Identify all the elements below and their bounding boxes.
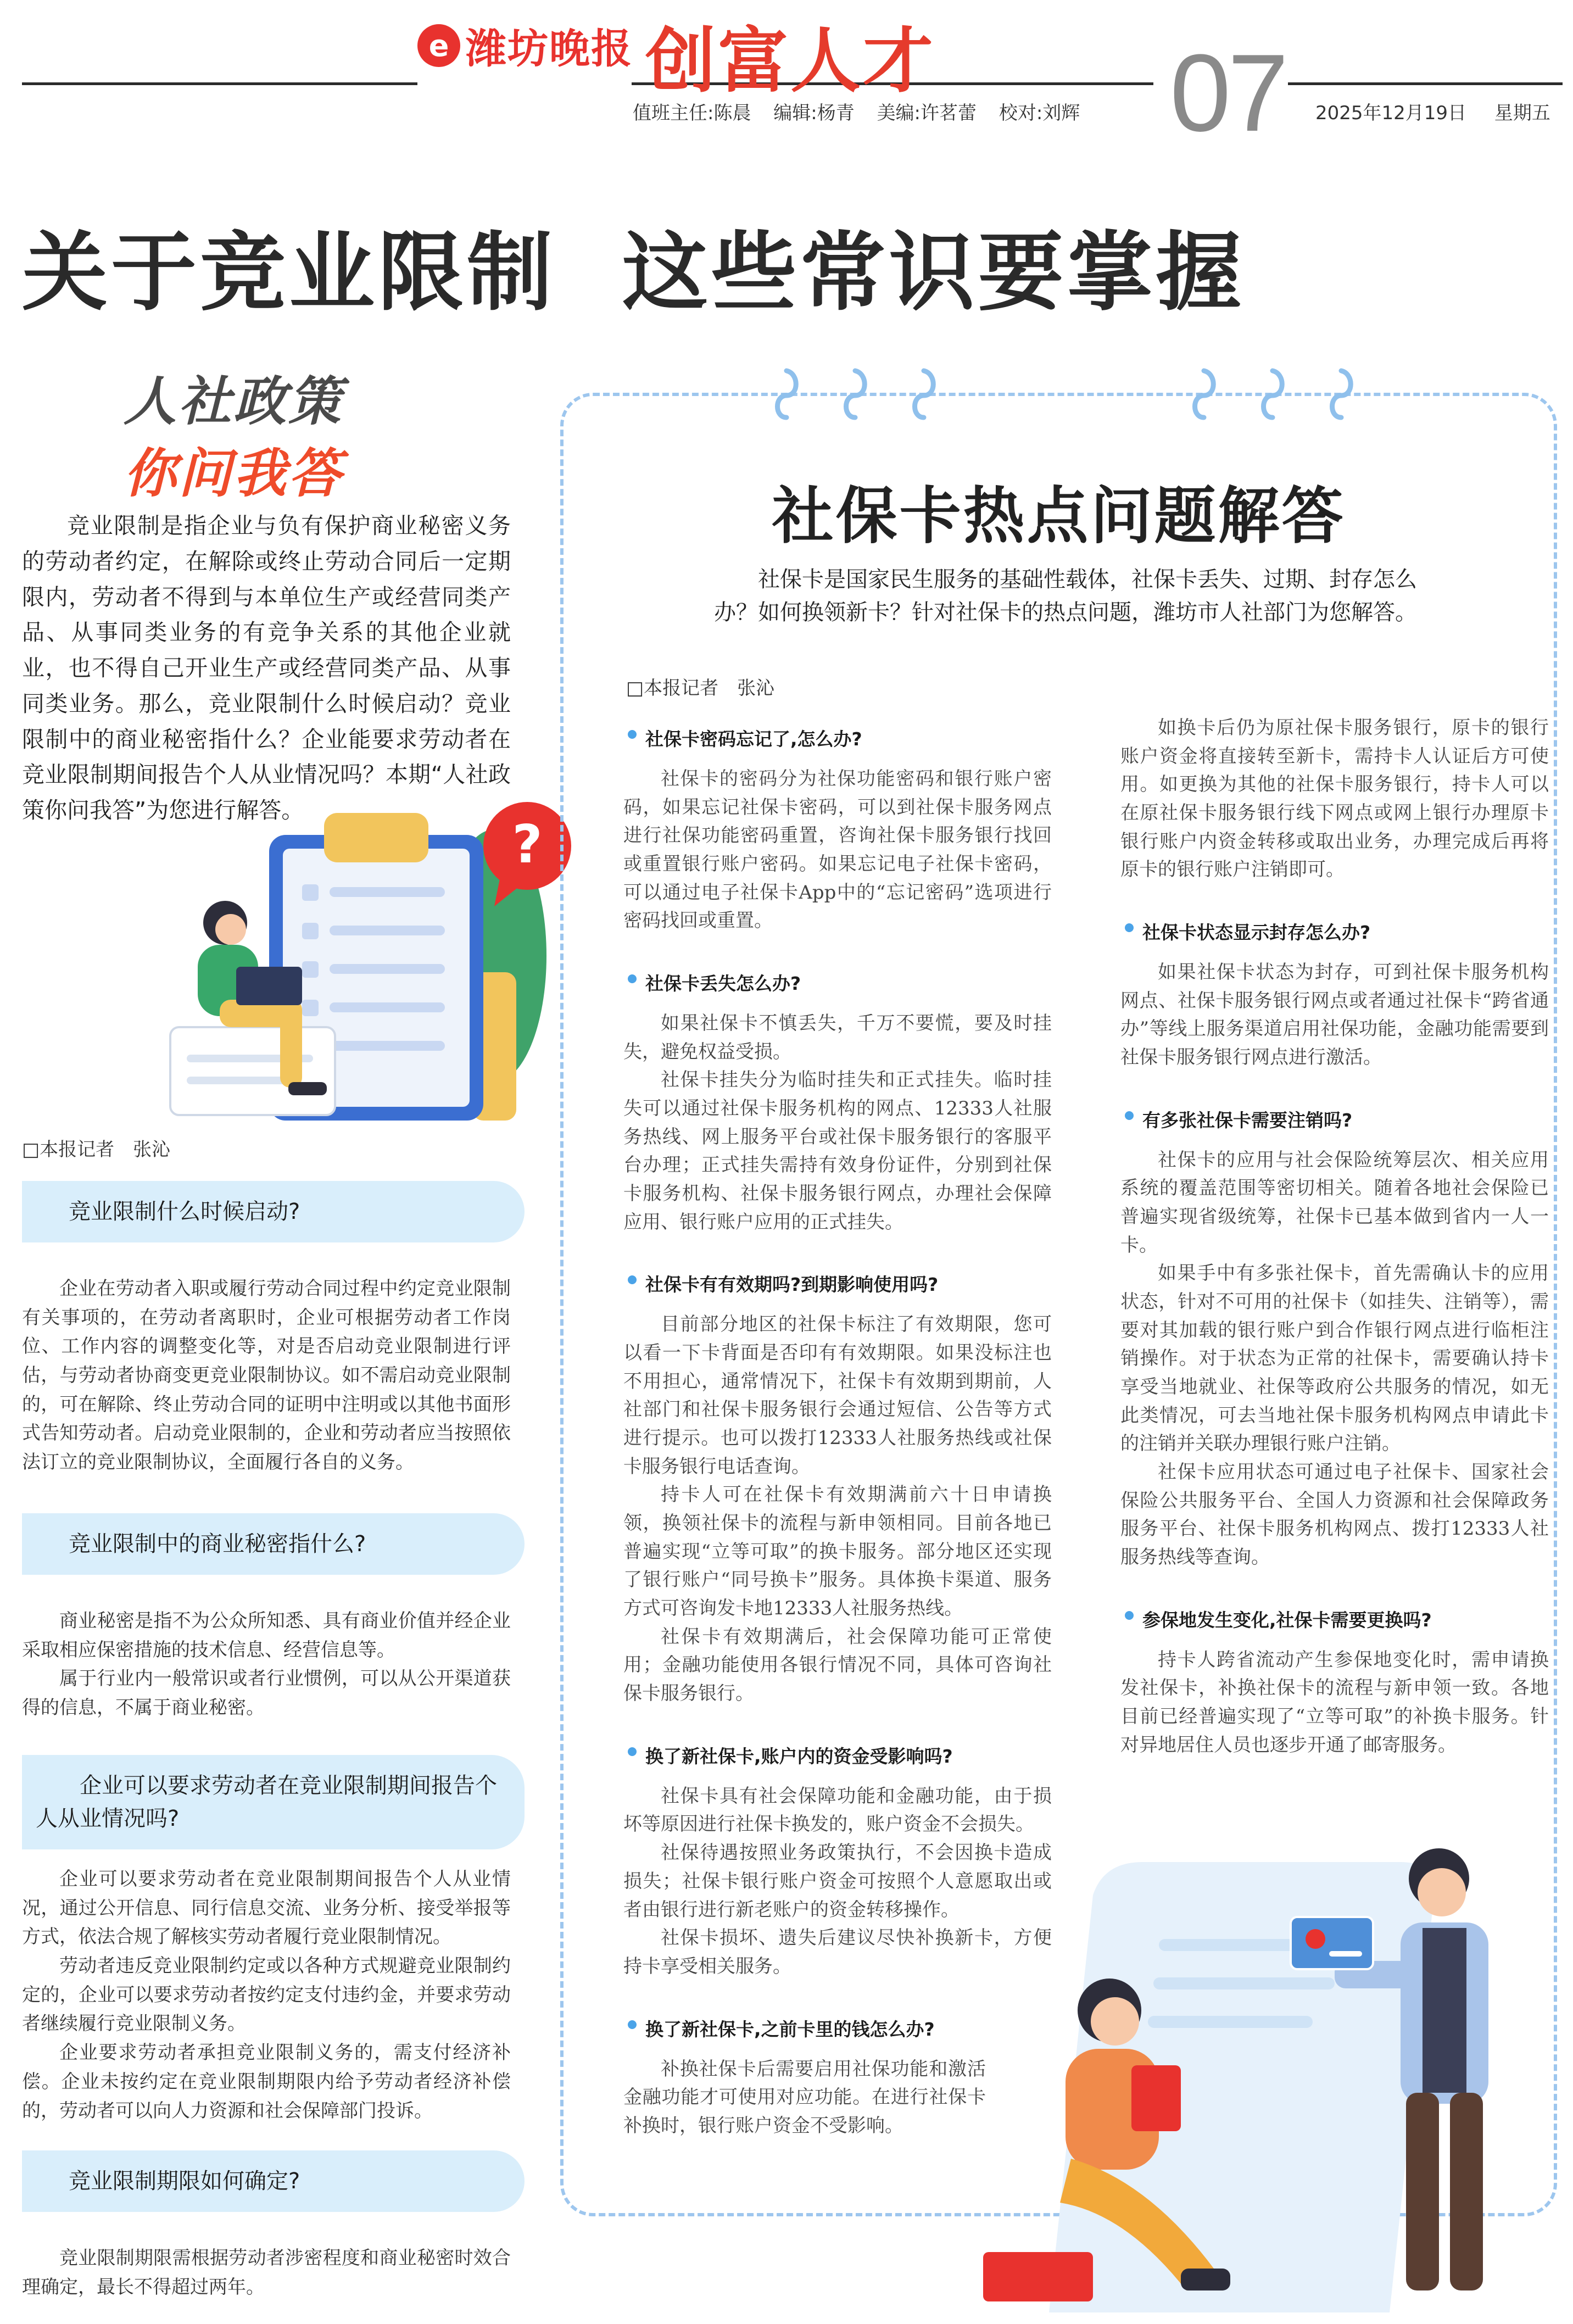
faq-question: 有多张社保卡需要注销吗? [1120,1106,1549,1132]
faq-question: 参保地发生变化,社保卡需要更换吗? [1120,1606,1549,1632]
reporter-byline: □本报记者 张沁 [22,1139,171,1161]
faq-question: 换了新社保卡,账户内的资金受影响吗? [623,1742,1052,1768]
faq-question: 社保卡密码忘记了,怎么办? [623,725,1052,751]
faq-answer: 社保卡损坏、遗失后建议尽快补换新卡，方便持卡享受相关服务。 [623,1927,1052,1977]
answer-paragraph: 企业要求劳动者承担竞业限制义务的，需支付经济补偿。企业未按约定在竞业限制期限内给予劳动者经济补偿的，劳动者可以向人力资源和社会保障部门投诉。 [22,2042,511,2122]
faq-answer: 如果社保卡状态为封存，可到社保卡服务机构网点、社保卡服务银行网点或者通过社保卡“跨省通办”等线上服务渠道启用社保功能，金融功能需要到社保卡服务银行网点进行激活。 [1120,961,1549,1069]
newspaper-logo [417,16,633,75]
binder-ring-icon [1326,363,1357,423]
column-tag-line1: 人社政策 [124,371,343,432]
masthead-rule-right [1288,82,1563,85]
answer-text [22,1607,511,1723]
faq-answer: 社保待遇按照业务政策执行，不会因换卡造成损失；社保卡银行账户资金可按照个人意愿取出或者由银行进行新老账户的资金转移操作。 [623,1842,1052,1921]
clipboard-clip [324,813,428,862]
answer-paragraph: 商业秘密是指不为公众所知悉、具有商业价值并经企业采取相应保密措施的技术信息、经营信息等。 [22,1610,511,1661]
answer-paragraph: 劳动者违反竞业限制约定或以各种方式规避竞业限制约定的，企业可以要求劳动者按约定支付违约金，并要求劳动者继续履行竞业限制义务。 [22,1955,511,2035]
credit-item: 值班主任:陈晨 [633,102,751,124]
clipboard-illustration [165,785,571,1137]
binder-ring-icon [840,363,871,423]
issue-date [1315,98,1572,125]
faq-title: 社保卡热点问题解答 [772,481,1346,552]
article-intro: 竞业限制是指企业与负有保护商业秘密义务的劳动者约定，在解除或终止劳动合同后一定期限内，劳动者不得到与本单位生产或经营同类产品、从事同类业务的有竞争关系的其他企业就业，也不得自己开业生产或经营同类产品、从事同类业务。那么，竞业限制什么时候启动？竞业限制中的商业秘密指什么？企业能要求劳动者在竞业限制期间报告个人从业情况吗？本期“人社政策你问我答”为您进行解答。 [22,512,511,824]
answer-paragraph: 竞业限制期限需根据劳动者涉密程度和商业秘密时效合理确定，最长不得超过两年。 [22,2247,511,2298]
social-security-card-illustration [983,1829,1565,2312]
faq-question: 换了新社保卡,之前卡里的钱怎么办? [623,2015,1052,2041]
column-tag-line2: 你问我答 [124,443,343,504]
newspaper-name: 潍坊晚报 [466,25,633,73]
question-heading: 竞业限制什么时候启动? [22,1181,525,1242]
masthead [0,0,1573,154]
social-security-card-icon [1291,1917,1373,1969]
answer-text [22,2244,511,2301]
date-text: 2025年12月19日 [1315,102,1467,124]
faq-answer: 如果手中有多张社保卡，首先需确认卡的应用状态，针对不可用的社保卡（如挂失、注销等），需要对其加载的银行账户到合作银行网点进行临柜注销操作。对于状态为正常的社保卡，需要确认持卡享受当地就业、社保等政府公共服务的情况，如无此类情况，可去当地社保卡服务机构网点申请此卡的注销并关联办理银行账户注销。 [1120,1262,1549,1455]
faq-answer: 社保卡具有社会保障功能和金融功能，由于损坏等原因进行社保卡换发的，账户资金不会损失。 [623,1785,1052,1836]
reporter-byline: □本报记者 张沁 [626,677,775,699]
faq-column-2 [1120,714,1549,1759]
faq-answer: 社保卡有效期满后，社会保障功能可正常使用；金融功能使用各银行情况不同，具体可咨询社保卡服务银行。 [623,1625,1052,1705]
binder-ring-icon [772,363,802,423]
speech-box [170,1027,335,1115]
section-title: 创富人才 [645,20,936,102]
staff-credits [633,98,1096,125]
credit-item: 编辑:杨青 [773,102,855,124]
binder-ring-icon [1189,363,1219,423]
question-heading: 竞业限制期限如何确定? [22,2150,525,2212]
credit-item: 校对:刘辉 [999,102,1080,124]
masthead-rule-left [22,82,417,85]
binder-ring-icon [1258,363,1288,423]
answer-paragraph: 企业在劳动者入职或履行劳动合同过程中约定竞业限制有关事项的，在劳动者离职时，企业可根据劳动者工作岗位、工作内容的调整变化等，对是否启动竞业限制进行评估，与劳动者协商变更竞业限制协议。如不需启动竞业限制的，可在解除、终止劳动合同的证明中注明或以其他书面形式告知劳动者。启动竞业限制的，企业和劳动者应当按照依法订立的竞业限制协议，全面履行各自的义务。 [22,1278,511,1474]
question-heading: 竞业限制中的商业秘密指什么? [22,1513,525,1575]
faq-answer: 社保卡的应用与社会保险统筹层次、相关应用系统的覆盖范围等密切相关。随着各地社会保险已普遍实现省级统筹，社保卡已基本做到省内一人一卡。 [1120,1149,1549,1256]
faq-question: 社保卡丢失怎么办? [623,969,1052,995]
newspaper-logo-icon: e [417,24,460,67]
faq-answer: 补换社保卡后需要启用社保功能和激活金融功能才可使用对应功能。在进行社保卡补换时，银行账户资金不受影响。 [623,2058,986,2137]
faq-answer: 如换卡后仍为原社保卡服务银行，原卡的银行账户资金将直接转至新卡，需持卡人认证后方可使用。如更换为其他的社保卡服务银行，持卡人可以在原社保卡服务银行线下网点或网上银行办理原卡银行账户内资金转移或取出业务，办理完成后再将原卡的银行账户注销即可。 [1120,717,1549,881]
column-tag [124,360,343,507]
faq-question: 社保卡有有效期吗?到期影响使用吗? [623,1270,1052,1296]
faq-answer: 目前部分地区的社保卡标注了有效期限，您可以看一下卡背面是否印有有效期限。如果没标注也不用担心，通常情况下，社保卡有效期到期前，人社部门和社保卡服务银行会通过短信、公告等方式进行提示。也可以拨打12333人社服务热线或社保卡服务银行电话查询。 [623,1313,1052,1478]
faq-answer: 社保卡挂失分为临时挂失和正式挂失。临时挂失可以通过社保卡服务机构的网点、12333人社服务热线、网上服务平台或社保卡服务银行的客服平台办理；正式挂失需持有效身份证件，分别到社保卡服务机构、社保卡服务银行网点，办理社会保障应用、银行账户应用的正式挂失。 [623,1069,1052,1233]
faq-answer: 如果社保卡不慎丢失，千万不要慌，要及时挂失，避免权益受损。 [623,1012,1052,1063]
faq-answer: 社保卡的密码分为社保功能密码和银行账户密码，如果忘记社保卡密码，可以到社保卡服务网点进行社保功能密码重置，咨询社保卡服务银行找回或重置银行账户密码。如果忘记电子社保卡密码，可以通过电子社保卡App中的“忘记密码”选项进行密码找回或重置。 [623,768,1052,932]
answer-text [22,1865,511,2125]
page-number: 07 [1170,32,1286,154]
weekday-text: 星期五 [1494,102,1550,124]
answer-text [22,1274,511,1477]
answer-paragraph: 企业可以要求劳动者在竞业限制期间报告个人从业情况，通过公开信息、同行信息交流、业务分析、接受举报等方式，依法合规了解核实劳动者履行竞业限制情况。 [22,1868,511,1948]
main-headline: 关于竞业限制 这些常识要掌握 [22,222,1245,322]
answer-paragraph: 属于行业内一般常识或者行业惯例，可以从公开渠道获得的信息，不属于商业秘密。 [22,1668,511,1719]
faq-question: 社保卡状态显示封存怎么办? [1120,918,1549,944]
faq-answer: 持卡人可在社保卡有效期满前六十日申请换领，换领社保卡的流程与新申领相同。目前各地已普遍实现“立等可取”的换卡服务。部分地区还实现了银行账户“同号换卡”服务。具体换卡渠道、服务方式可咨询发卡地12333人社服务热线。 [623,1484,1052,1620]
credit-item: 美编:许茗蕾 [877,102,977,124]
question-heading: 企业可以要求劳动者在竞业限制期间报告个人从业情况吗? [22,1755,525,1849]
binder-ring-icon [909,363,939,423]
question-mark: ? [512,815,543,875]
faq-intro: 社保卡是国家民生服务的基础性载体，社保卡丢失、过期、封存怎么办？如何换领新卡？针对社保卡的热点问题，潍坊市人社部门为您解答。 [714,567,1417,625]
faq-answer: 持卡人跨省流动产生参保地变化时，需申请换发社保卡，补换社保卡的流程与新申领一致。各地目前已经普遍实现了“立等可取”的补换卡服务。针对异地居住人员也逐步开通了邮寄服务。 [1120,1648,1549,1756]
faq-answer: 社保卡应用状态可通过电子社保卡、国家社会保险公共服务平台、全国人力资源和社会保障政务服务平台、社保卡服务机构网点、拨打12333人社服务热线等查询。 [1120,1461,1549,1569]
